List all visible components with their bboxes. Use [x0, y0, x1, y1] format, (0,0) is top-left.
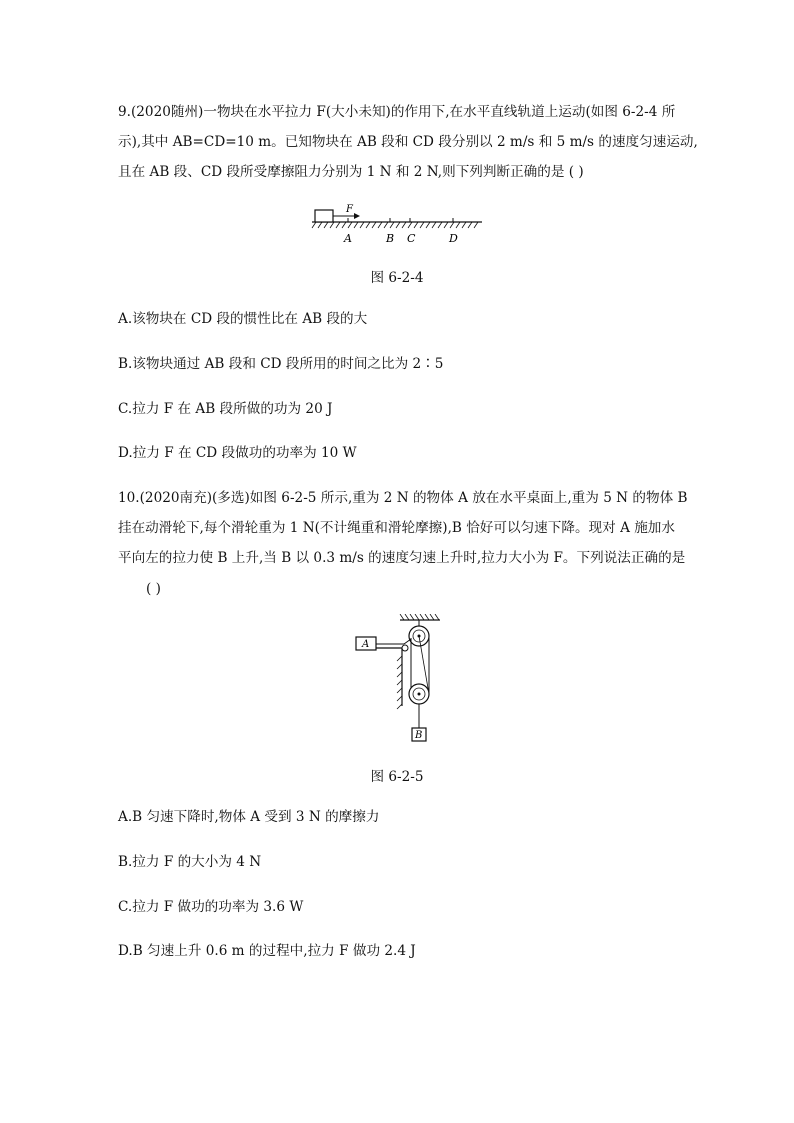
point-b-label: B	[386, 232, 395, 245]
q10-stem-line-4: ( )	[146, 581, 161, 597]
q9-option-c: C.拉力 F 在 AB 段所做的功为 20 J	[118, 401, 333, 417]
q10-option-d: D.B 匀速上升 0.6 m 的过程中,拉力 F 做功 2.4 J	[118, 943, 416, 959]
q9-stem-line-3: 且在 AB 段、CD 段所受摩擦阻力分别为 1 N 和 2 N,则下列判断正确的是 ( )	[118, 164, 584, 180]
figure-6-2-4-caption: 图 6-2-4	[370, 270, 424, 286]
table-hatching	[397, 656, 402, 709]
block-a-label: A	[362, 639, 370, 650]
figure-6-2-5-caption: 图 6-2-5	[370, 769, 424, 785]
q9-option-b: B.该物块通过 AB 段和 CD 段所用的时间之比为 2∶5	[118, 356, 444, 372]
q9-option-d: D.拉力 F 在 CD 段做功的功率为 10 W	[118, 445, 357, 461]
point-c-label: C	[407, 232, 416, 245]
point-a-label: A	[344, 232, 352, 245]
block-b-label: B	[415, 730, 423, 741]
force-label: F	[346, 204, 353, 215]
q10-option-a: A.B 匀速下降时,物体 A 受到 3 N 的摩擦力	[118, 809, 380, 825]
point-d-label: D	[449, 232, 458, 245]
figure-6-2-5	[352, 614, 452, 746]
force-arrowhead	[354, 213, 360, 219]
track-hatching	[312, 222, 478, 228]
movable-pulley-axle	[418, 693, 421, 696]
q9-stem-line-2: 示),其中 AB=CD=10 m。已知物块在 AB 段和 CD 段分别以 2 m/s 和 5 m/s 的速度匀速运动,	[118, 134, 698, 150]
q10-option-c: C.拉力 F 做功的功率为 3.6 W	[118, 899, 304, 915]
q9-option-a: A.该物块在 CD 段的惯性比在 AB 段的大	[118, 311, 368, 327]
q10-stem-line-2: 挂在动滑轮下,每个滑轮重为 1 N(不计绳重和滑轮摩擦),B 恰好可以匀速下降。现对 A 施加水	[118, 520, 675, 536]
q9-stem-line-1: 9.(2020随州)一物块在水平拉力 F(大小未知)的作用下,在水平直线轨道上运动(如图 6-2-4 所	[118, 104, 676, 120]
q10-stem-line-1: 10.(2020南充)(多选)如图 6-2-5 所示,重为 2 N 的物体 A 放在水平桌面上,重为 5 N 的物体 B	[118, 490, 688, 506]
q10-option-b: B.拉力 F 的大小为 4 N	[118, 854, 262, 870]
figure-6-2-4	[308, 200, 488, 248]
q10-stem-line-3: 平向左的拉力使 B 上升,当 B 以 0.3 m/s 的速度匀速上升时,拉力大小为 F。下列说法正确的是	[118, 550, 686, 566]
block	[315, 210, 333, 222]
ceiling-hatching	[400, 614, 439, 620]
guide-pulley	[402, 645, 408, 651]
